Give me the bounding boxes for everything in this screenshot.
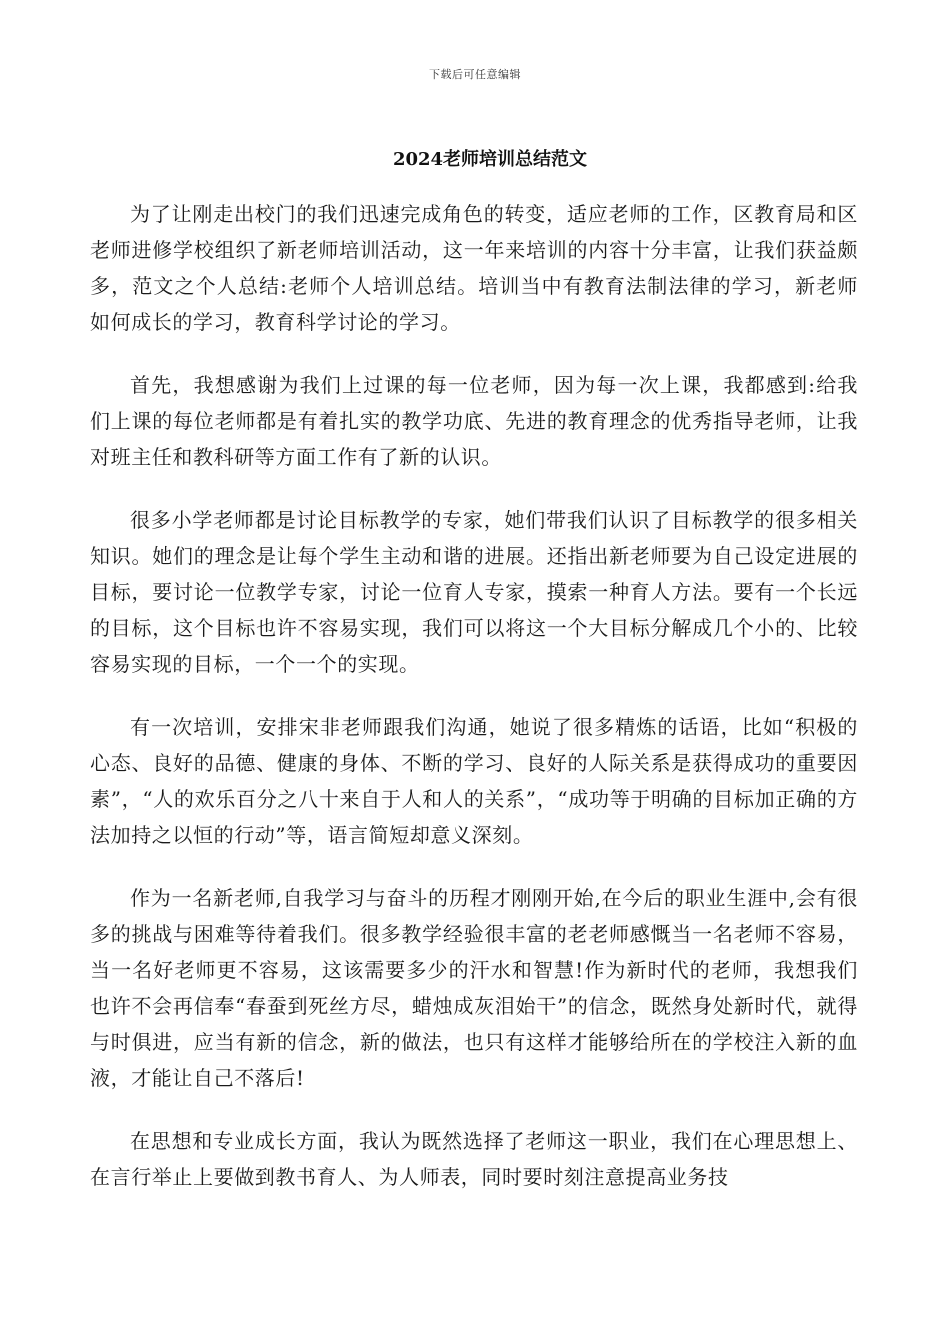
document-title: 2024老师培训总结范文 (392, 149, 588, 170)
paragraph-6: 在思想和专业成长方面，我认为既然选择了老师这一职业，我们在心理思想上、在言行举止上要做到教书育人、为人师表，同时要时刻注意提高业务技 (90, 1129, 858, 1189)
paragraph-5: 作为一名新老师,自我学习与奋斗的历程才刚刚开始,在今后的职业生涯中,会有很多的挑战与困难等待着我们。很多教学经验很丰富的老老师感慨当一名老师不容易，当一名好老师更不容易，这该需要多少的汗水和智慧!作为新时代的老师，我想我们也许不会再信奉“春蚕到死丝方尽，蜡烛成灰泪始干”的信念，既然身处新时代，就得与时俱进，应当有新的信念，新的做法，也只有这样才能够给所在的学校注入新的血液，才能让自己不落后! (90, 886, 858, 1090)
document-body (90, 196, 858, 1222)
paragraph-4: 有一次培训，安排宋非老师跟我们沟通，她说了很多精炼的话语，比如“积极的心态、良好的品德、健康的身体、不断的学习、良好的人际关系是获得成功的重要因素”，“人的欢乐百分之八十来自于人和人的关系”，“成功等于明确的目标加正确的方法加持之以恒的行动”等，语言简短却意义深刻。 (90, 715, 858, 847)
paragraph-1: 为了让刚走出校门的我们迅速完成角色的转变，适应老师的工作，区教育局和区老师进修学校组织了新老师培训活动，这一年来培训的内容十分丰富，让我们获益颇多，范文之个人总结:老师个人培训总结。培训当中有教育法制法律的学习，新老师如何成长的学习，教育科学讨论的学习。 (90, 202, 858, 334)
header-note: 下载后可任意编辑 (429, 68, 521, 81)
paragraph-3: 很多小学老师都是讨论目标教学的专家，她们带我们认识了目标教学的很多相关知识。她们的理念是让每个学生主动和谐的进展。还指出新老师要为自己设定进展的目标，要讨论一位教学专家，讨论一位育人专家，摸索一种育人方法。要有一个长远的目标，这个目标也许不容易实现，我们可以将这一个大目标分解成几个小的、比较容易实现的目标，一个一个的实现。 (90, 508, 858, 676)
paragraph-2: 首先，我想感谢为我们上过课的每一位老师，因为每一次上课，我都感到:给我们上课的每位老师都是有着扎实的教学功底、先进的教育理念的优秀指导老师，让我对班主任和教科研等方面工作有了新的认识。 (90, 373, 858, 469)
